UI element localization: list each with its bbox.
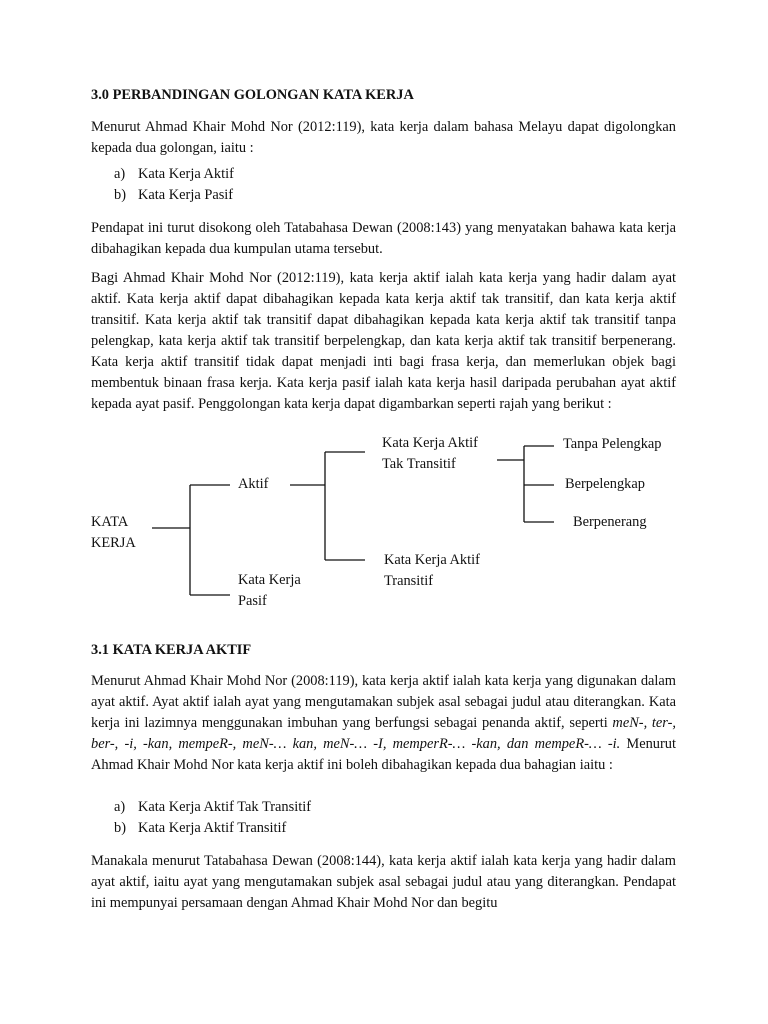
list-marker: a)	[114, 166, 126, 182]
section-heading-3-0: 3.0 PERBANDINGAN GOLONGAN KATA KERJA	[91, 87, 414, 103]
list-item-text: Kata Kerja Pasif	[138, 187, 234, 203]
tree-node-root: KATA KERJA	[91, 514, 136, 551]
list-marker: b)	[114, 187, 126, 203]
tree-node-transitif: Kata Kerja Aktif Transitif	[384, 552, 480, 589]
list-marker: b)	[114, 820, 126, 836]
tree-node-aktif: Aktif	[238, 476, 269, 492]
list-item	[114, 797, 311, 818]
tree-node-berpenerang: Berpenerang	[573, 514, 647, 530]
affix-examples: meN-, ter-, ber-, -i, -kan, mempeR-, meN-… kan, meN-… -I, memperR-… -kan, dan mempeR-… -i.	[91, 715, 676, 752]
tree-node-berpelengkap: Berpelengkap	[565, 476, 645, 492]
list-item-text: Kata Kerja Aktif Tak Transitif	[138, 799, 311, 815]
paragraph-tatabahasa-aktif: Manakala menurut Tatabahasa Dewan (2008:144), kata kerja aktif ialah kata kerja yang hadir dalam ayat aktif, iaitu ayat yang mengutamakan subjek asal sebagai judul atau yang diterangkan. Pendapat ini mempunyai persamaan dengan Ahmad Khair Mohd Nor dan begitu	[91, 853, 676, 911]
paragraph-classification: Bagi Ahmad Khair Mohd Nor (2012:119), kata kerja aktif ialah kata kerja yang hadir dalam ayat aktif. Kata kerja aktif dapat dibahagikan kepada kata kerja aktif tak transitif, dan kata kerja aktif transitif. Kata kerja aktif tak transitif dapat dibahagikan kepada kata kerja aktif tak transitif tanpa pelengkap, kata kerja aktif tak transitif berpelengkap, dan kata kerja aktif tak transitif berpenerang. Kata kerja aktif transitif tidak dapat menjadi inti bagi frasa kerja, dan memerlukan objek bagi membentuk binaan frasa kerja. Kata kerja pasif ialah kata kerja hasil daripada perubahan ayat aktif kepada ayat pasif. Penggolongan kata kerja dapat digambarkan seperti rajah yang berikut :	[91, 270, 676, 412]
tree-node-pasif: Kata Kerja Pasif	[238, 572, 301, 609]
tree-node-tak-transitif: Kata Kerja Aktif Tak Transitif	[382, 435, 478, 472]
list-item-text: Kata Kerja Aktif	[138, 166, 234, 182]
list-item	[114, 818, 286, 839]
tree-node-tanpa-pelengkap: Tanpa Pelengkap	[563, 436, 662, 452]
paragraph-aktif-definition: Menurut Ahmad Khair Mohd Nor (2008:119), kata kerja aktif ialah kata kerja yang digunakan dalam ayat aktif. Ayat aktif ialah ayat yang mengutamakan subjek asal sebagai judul atau diterangkan. Kata kerja ini lazimnya menggunakan imbuhan yang berfungsi sebagai penanda aktif, seperti meN-, ter-, ber-, -i, -kan, mempeR-, meN-… kan, meN-… -I, memperR-… -kan, dan mempeR-… -i. Menurut Ahmad Khair Mohd Nor kata kerja aktif ini boleh dibahagikan kepada dua bahagian iaitu :	[91, 673, 676, 773]
section-heading-3-1: 3.1 KATA KERJA AKTIF	[91, 642, 252, 658]
paragraph-tatabahasa: Pendapat ini turut disokong oleh Tatabahasa Dewan (2008:143) yang menyatakan bahawa kata kerja dibahagikan kepada dua kumpulan utama tersebut.	[91, 220, 676, 257]
list-item-text: Kata Kerja Aktif Transitif	[138, 820, 287, 836]
paragraph-intro: Menurut Ahmad Khair Mohd Nor (2012:119), kata kerja dalam bahasa Melayu dapat digolongkan kepada dua golongan, iaitu :	[91, 119, 676, 156]
list-marker: a)	[114, 799, 126, 815]
